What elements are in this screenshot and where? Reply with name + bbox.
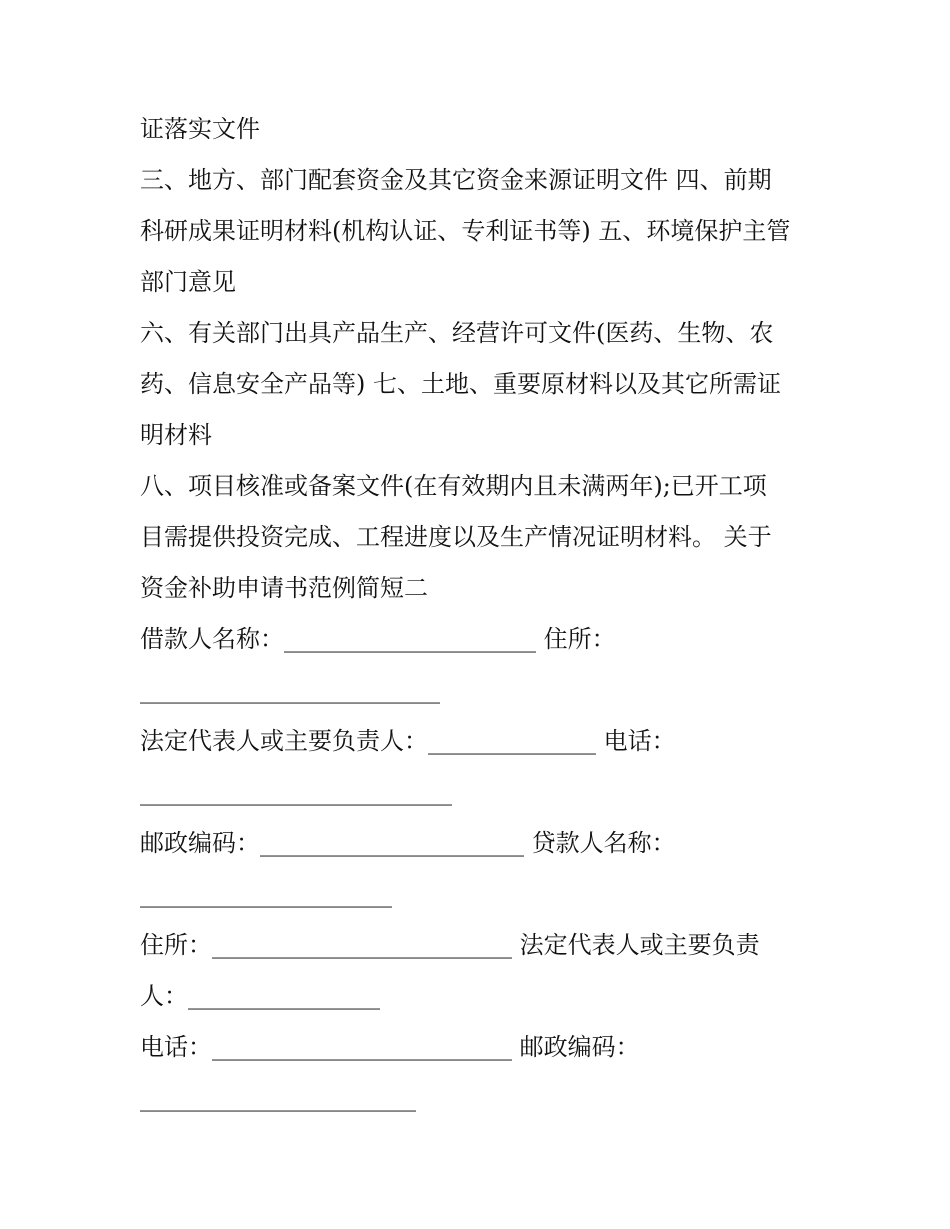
text-line-5: 六、有关部门出具产品生产、经营许可文件(医药、生物、农	[140, 319, 774, 347]
postal-code-line: 邮政编码：______________________ 贷款人名称：	[140, 829, 676, 857]
text-line-9: 目需提供投资完成、工程进度以及生产情况证明材料。 关于	[140, 523, 772, 551]
borrower-name-line: 借款人名称：_____________________ 住所：	[140, 625, 616, 653]
text-line-4: 部门意见	[140, 268, 236, 296]
borrower-address-blank: _________________________	[140, 676, 440, 704]
text-line-1: 证落实文件	[140, 115, 260, 143]
lender-name-blank: _____________________	[140, 880, 392, 908]
lender-phone-line: 电话：_________________________ 邮政编码：	[140, 1033, 640, 1061]
legal-rep-line: 法定代表人或主要负责人：______________ 电话：	[140, 727, 676, 755]
lender-address-line: 住所：_________________________ 法定代表人或主要负责	[140, 931, 760, 959]
document-body	[140, 104, 820, 1124]
text-line-6: 药、信息安全产品等) 七、土地、重要原材料以及其它所需证	[140, 370, 781, 398]
text-line-2: 三、地方、部门配套资金及其它资金来源证明文件 四、前期	[140, 166, 772, 194]
phone-blank: __________________________	[140, 778, 452, 806]
lender-postal-blank: _______________________	[140, 1084, 416, 1112]
text-line-8: 八、项目核准或备案文件(在有效期内且未满两年);已开工项	[140, 472, 767, 500]
text-line-10: 资金补助申请书范例简短二	[140, 574, 428, 602]
lender-rep-line: 人：________________	[140, 982, 380, 1010]
text-line-7: 明材料	[140, 421, 212, 449]
text-line-3: 科研成果证明材料(机构认证、专利证书等) 五、环境保护主管	[140, 217, 791, 245]
